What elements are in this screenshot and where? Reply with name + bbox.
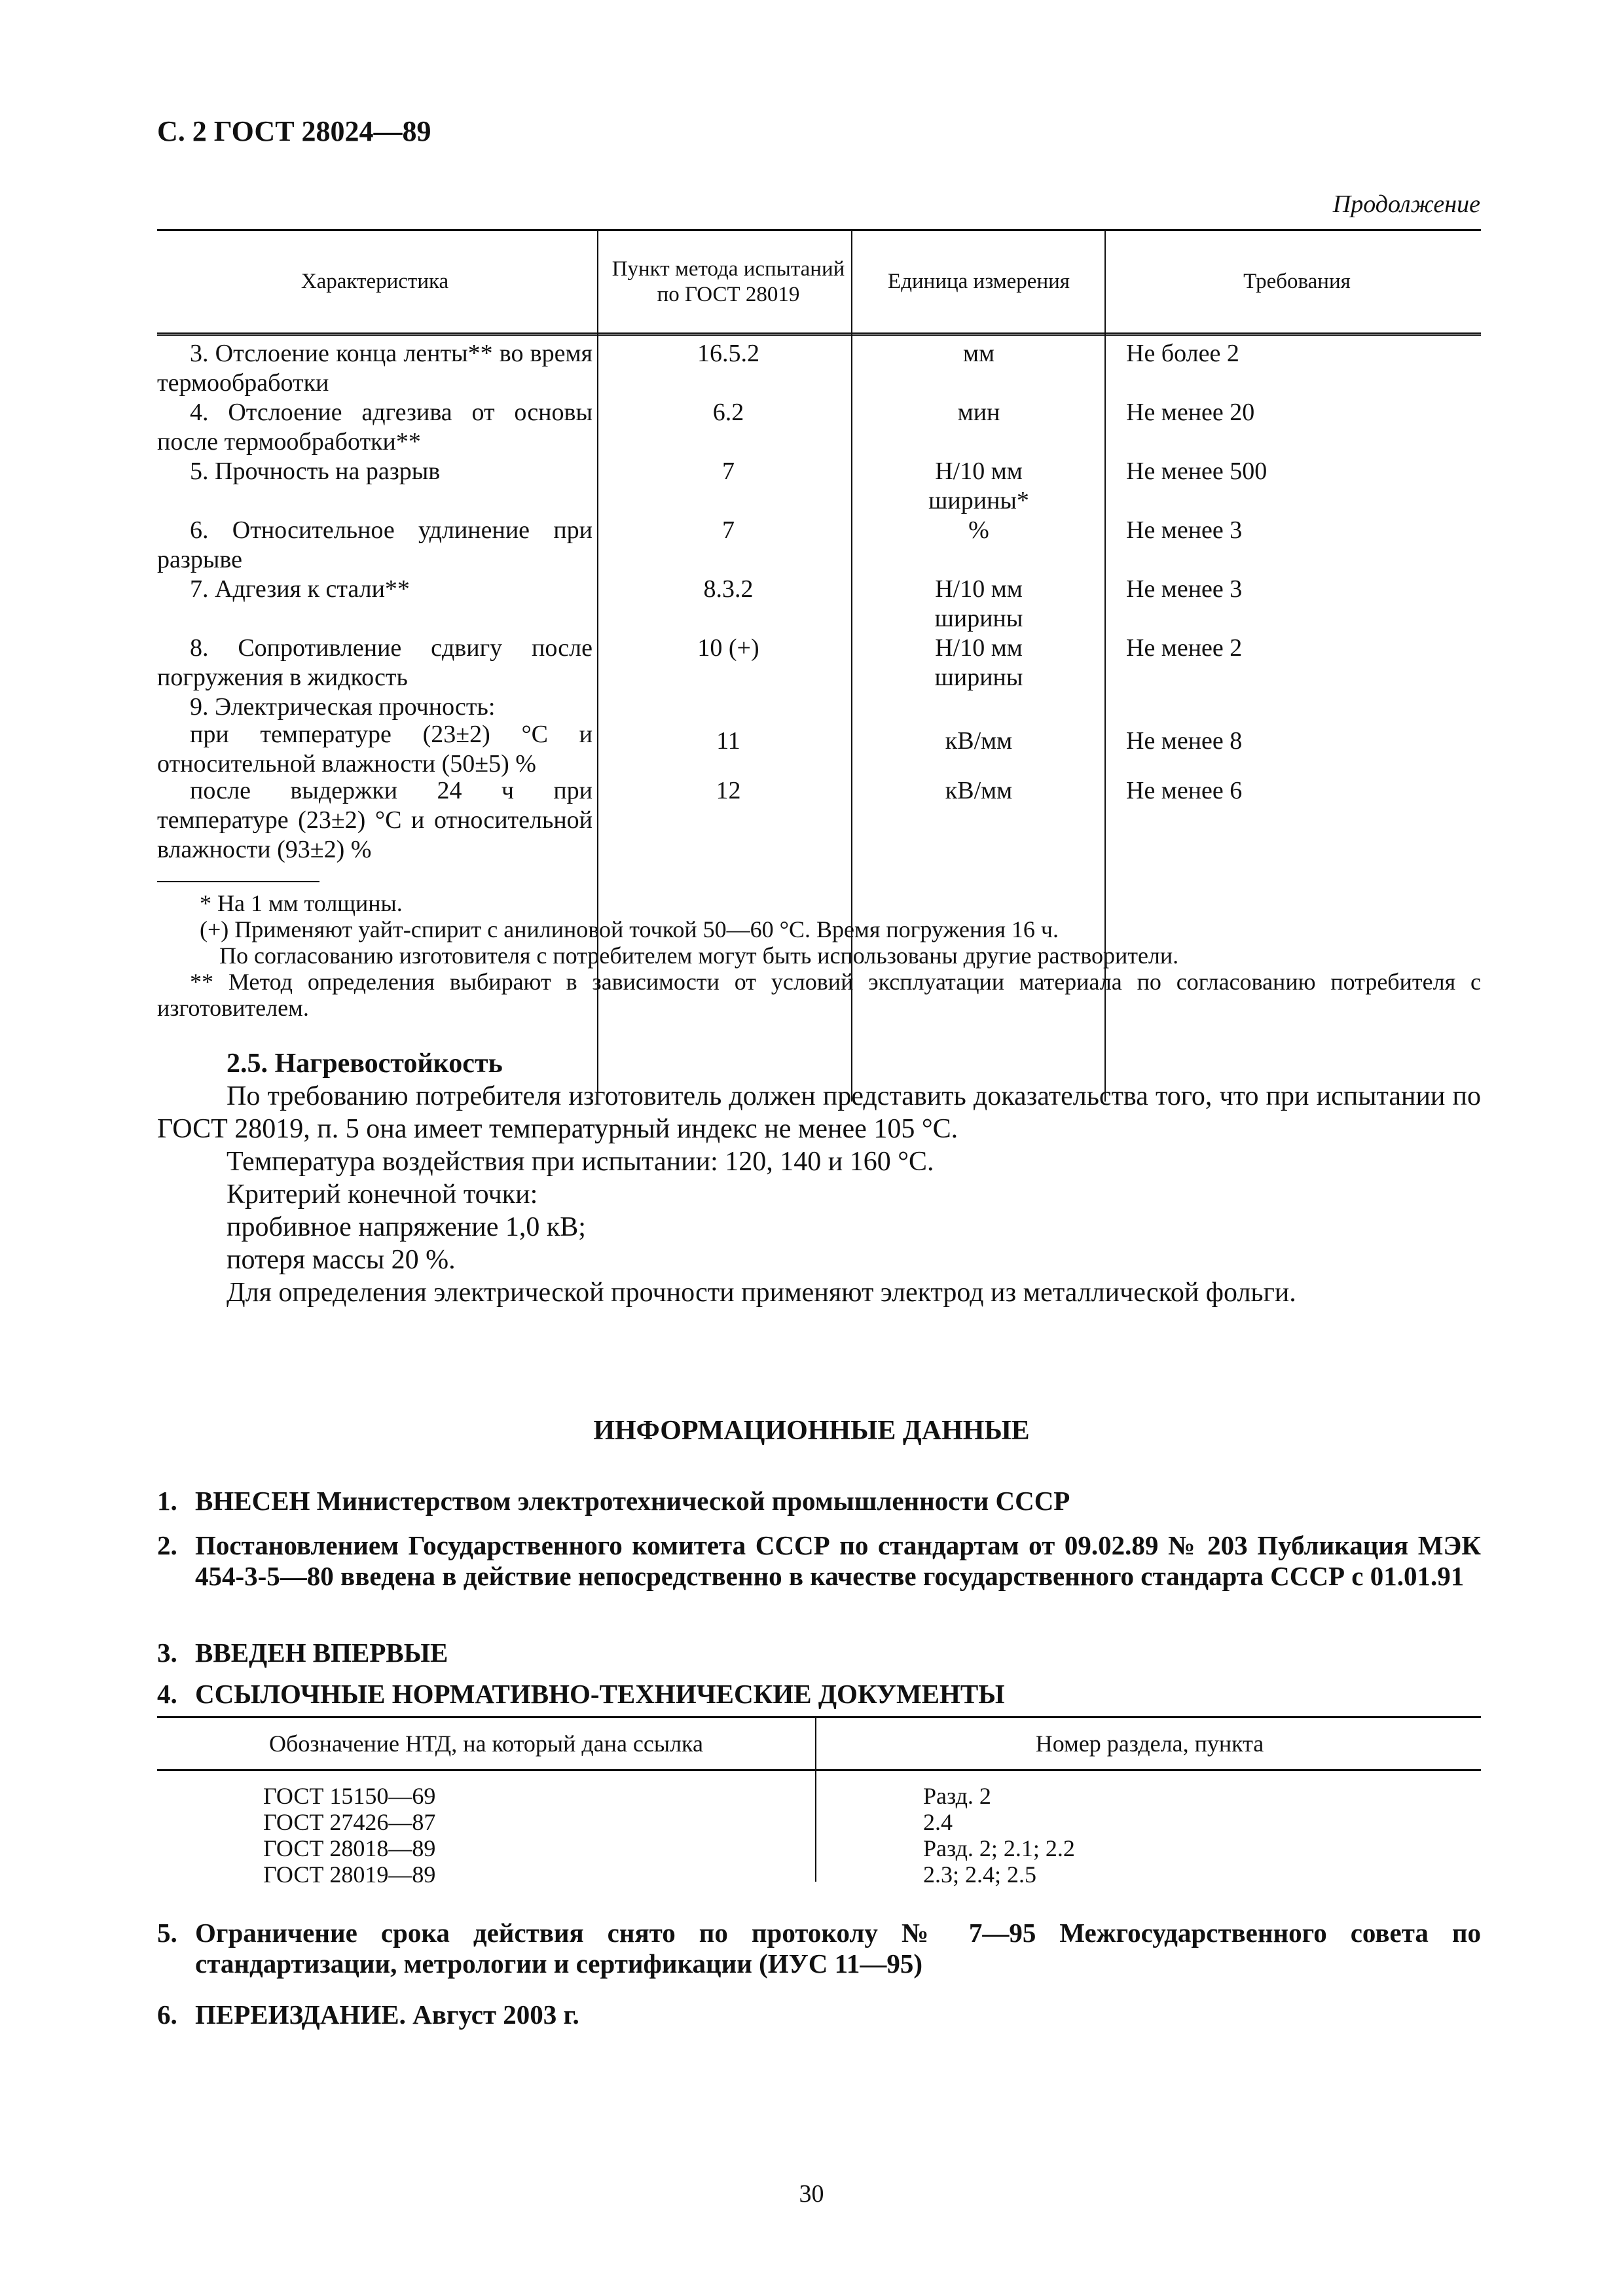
footnote: * На 1 мм толщины.: [200, 890, 403, 916]
col-header-requirement: Требования: [1243, 270, 1351, 293]
cell-method: 10 (+): [697, 634, 759, 662]
cell-characteristic: 3. Отслоение конца ленты** во время термообработки: [157, 340, 593, 397]
section-title: 2.5. Нагревостойкость: [227, 1049, 503, 1079]
paragraph: потеря массы 20 %.: [227, 1245, 456, 1275]
cell-method: 16.5.2: [697, 340, 759, 367]
cell-characteristic: 7. Адгезия к стали**: [190, 575, 410, 603]
reference-table-body: [157, 1771, 1481, 1888]
item-number: 5.: [157, 1918, 177, 1948]
table-row: [157, 516, 1481, 575]
section-heat-resistance: [157, 1047, 1481, 1309]
cell-characteristic: 5. Прочность на разрыв: [190, 457, 441, 485]
reference-table-header: [157, 1718, 1481, 1771]
col-header-unit: Единица измерения: [888, 270, 1070, 293]
document-column: [263, 1783, 435, 1888]
item-number: 4.: [157, 1679, 177, 1709]
item-text: Ограничение срока действия снято по протоколу № 7—95 Межгосударственного совета по стандартизации, метрологии и сертификации (ИУС 11—95): [195, 1918, 1481, 1979]
page-number: 30: [799, 2180, 824, 2208]
reference-table: [157, 1716, 1481, 1888]
paragraph: пробивное напряжение 1,0 кВ;: [227, 1212, 586, 1242]
section-column: [923, 1783, 1075, 1888]
cell-method: 7: [722, 457, 735, 485]
table-cell: 2.3; 2.4; 2.5: [923, 1861, 1037, 1888]
cell-requirement: Не менее 500: [1126, 457, 1267, 485]
item-text: Постановлением Государственного комитета СССР по стандартам от 09.02.89 № 203 Публикация МЭК 454-3-5—80 введена в действие непосредственно в качестве государственного стандарта СССР с 01.01.91: [195, 1530, 1481, 1591]
footnote-divider: [157, 881, 319, 882]
cell-method: 6.2: [712, 399, 744, 426]
cell-method: 7: [722, 516, 735, 544]
cell-unit: Н/10 мм ширины*: [928, 457, 1029, 514]
footnote: По согласованию изготовителя с потребителем могут быть использованы другие растворители.: [219, 942, 1179, 969]
table-cell: ГОСТ 28018—89: [263, 1835, 436, 1861]
cell-requirement: Не менее 3: [1126, 516, 1243, 544]
cell-method: 12: [716, 777, 741, 804]
table-cell: Разд. 2; 2.1; 2.2: [923, 1835, 1075, 1861]
cell-characteristic: после выдержки 24 ч при температуре (23±2) °С и относительной влажности (93±2) %: [157, 777, 593, 863]
table-cell: 2.4: [923, 1809, 953, 1835]
table-cell: Разд. 2: [923, 1783, 991, 1809]
continuation-label: Продолжение: [1332, 190, 1480, 218]
paragraph: По требованию потребителя изготовитель должен представить доказательства того, что при испытании по ГОСТ 28019, п. 5 она имеет температурный индекс не менее 105 °С.: [157, 1081, 1481, 1144]
col-header-method: Пункт метода испытаний по ГОСТ 28019: [611, 257, 845, 306]
table-row: [157, 634, 1481, 692]
cell-characteristic: при температуре (23±2) °С и относительной влажности (50±5) %: [157, 721, 593, 778]
cell-unit: мм: [962, 340, 995, 367]
table-cell: ГОСТ 27426—87: [263, 1809, 436, 1835]
table-row: [157, 776, 1481, 865]
table-row: [157, 720, 1481, 776]
cell-requirement: Не менее 6: [1126, 777, 1243, 804]
cell-method: 8.3.2: [703, 575, 754, 603]
paragraph: Температура воздействия при испытании: 120, 140 и 160 °С.: [227, 1147, 934, 1177]
paragraph: Критерий конечной точки:: [227, 1179, 538, 1210]
col-header-section: Номер раздела, пункта: [1035, 1731, 1264, 1757]
footnotes: [157, 890, 1481, 1021]
table-row: [157, 339, 1481, 398]
item-number: 2.: [157, 1530, 177, 1560]
cell-method: 11: [716, 727, 740, 755]
table-row: [157, 692, 1481, 720]
paragraph: Для определения электрической прочности применяют электрод из металлической фольги.: [227, 1278, 1296, 1308]
cell-characteristic: 6. Относительное удлинение при разрыве: [157, 516, 593, 573]
spec-table-body: [157, 339, 1481, 865]
item-text: ПЕРЕИЗДАНИЕ. Август 2003 г.: [195, 2000, 579, 2030]
table-row: [157, 398, 1481, 457]
cell-characteristic: 9. Электрическая прочность:: [190, 693, 496, 721]
cell-unit: Н/10 мм ширины: [934, 575, 1023, 632]
item-text: ВНЕСЕН Министерством электротехнической промышленности СССР: [195, 1486, 1070, 1516]
footnote: ** Метод определения выбирают в зависимости от условий эксплуатации материала по согласованию потребителя с изготовителем.: [157, 969, 1481, 1021]
info-heading: ИНФОРМАЦИОННЫЕ ДАННЫЕ: [593, 1416, 1030, 1446]
spec-table-header: [157, 231, 1481, 336]
item-text: ВВЕДЕН ВПЕРВЫЕ: [195, 1638, 448, 1668]
cell-requirement: Не менее 3: [1126, 575, 1243, 603]
footnote: (+) Применяют уайт-спирит с анилиновой точкой 50—60 °С. Время погружения 16 ч.: [200, 916, 1059, 942]
table-cell: ГОСТ 15150—69: [263, 1783, 436, 1809]
cell-characteristic: 8. Сопротивление сдвигу после погружения в жидкость: [157, 634, 593, 691]
cell-requirement: Не менее 8: [1126, 727, 1243, 755]
col-header-characteristic: Характеристика: [301, 270, 449, 293]
table-row: [157, 575, 1481, 634]
cell-unit: мин: [957, 399, 1000, 426]
cell-requirement: Не менее 2: [1126, 634, 1243, 662]
item-number: 3.: [157, 1638, 177, 1668]
cell-requirement: Не более 2: [1126, 340, 1239, 367]
cell-unit: кВ/мм: [945, 777, 1013, 804]
item-number: 6.: [157, 2000, 177, 2030]
item-number: 1.: [157, 1486, 177, 1516]
table-cell: ГОСТ 28019—89: [263, 1861, 436, 1888]
cell-characteristic: 4. Отслоение адгезива от основы после термообработки**: [157, 399, 593, 456]
cell-requirement: Не менее 20: [1126, 399, 1255, 426]
item-text: ССЫЛОЧНЫЕ НОРМАТИВНО-ТЕХНИЧЕСКИЕ ДОКУМЕНТЫ: [195, 1679, 1005, 1709]
page-header: С. 2 ГОСТ 28024—89: [157, 115, 431, 147]
cell-unit: Н/10 мм ширины: [934, 634, 1023, 691]
table-row: [157, 457, 1481, 516]
cell-unit: %: [968, 516, 989, 544]
cell-unit: кВ/мм: [945, 727, 1013, 755]
spec-table: [157, 229, 1481, 863]
col-header-document: Обозначение НТД, на который дана ссылка: [269, 1731, 703, 1757]
